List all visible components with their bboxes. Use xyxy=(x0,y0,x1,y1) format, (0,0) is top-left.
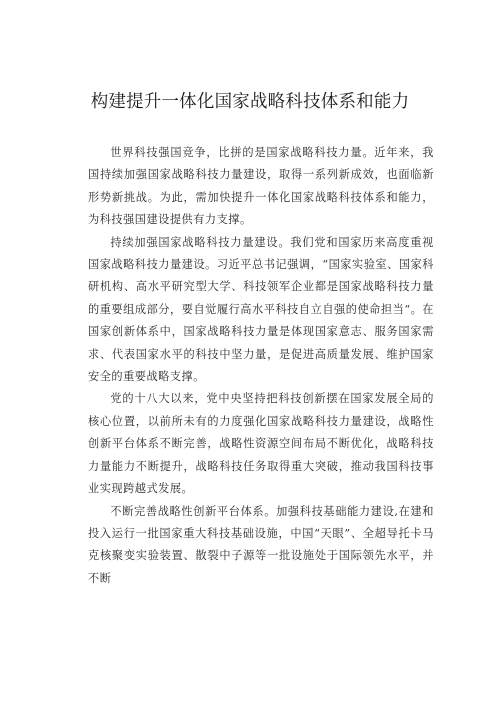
paragraph-intro: 世界科技强国竞争，比拼的是国家战略科技力量。近年来，我国持续加强国家战略科技力量建设，取得一系列新成效，也面临新形势新挑战。为此，需加快提升一体化国家战略科技体系和能力，为科技强国建设提供有力支撑。 xyxy=(88,146,434,227)
document-title: 构建提升一体化国家战略科技体系和能力 xyxy=(90,92,410,112)
paragraph-strengthen: 持续加强国家战略科技力量建设。我们党和国家历来高度重视国家战略科技力量建设。习近平总书记强调，“国家实验室、国家科研机构、高水平研究型大学、科技领军企业都是国家战略科技力量的重要组成部分，要自觉履行高水平科技自立自强的使命担当“。在国家创新体系中，国家战略科技力量是体现国家意志、服务国家需求、代表国家水平的科技中坚力量，是促进高质量发展、维护国家安全的重要战略支撑。 xyxy=(88,235,434,384)
paragraph-platform-system: 不断完善战略性创新平台体系。加强科技基础能力建设,在建和投入运行一批国家重大科技基础设施，中国“天眼”、全超导托卡马克核聚变实验装置、散裂中子源等一批设施处于国际领先水平，并不断 xyxy=(88,504,434,585)
paragraph-eighteenth-congress: 党的十八大以来，党中央坚持把科技创新摆在国家发展全局的核心位置，以前所未有的力度强化国家战略科技力量建设，战略性创新平台体系不断完善，战略性资源空间布局不断优化，战略科技力量能力不断提升，战略科技任务取得重大突破，推动我国科技事业实现跨越式发展。 xyxy=(88,392,434,496)
document-body xyxy=(88,142,434,590)
